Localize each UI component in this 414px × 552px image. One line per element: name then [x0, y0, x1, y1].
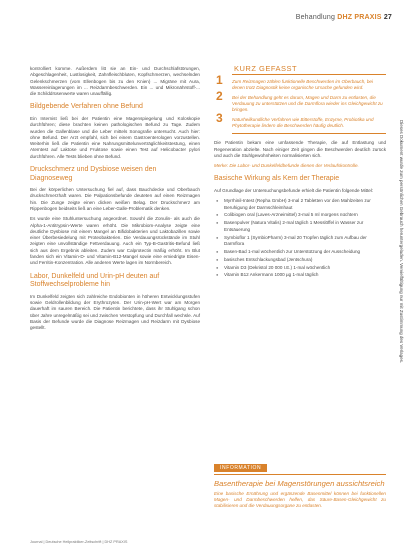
summary-divider	[232, 133, 386, 134]
brand-label: DHZ PRAXIS	[337, 14, 382, 21]
copyright-note: Dieses Dokument wurde zum persönlichen Gebrauch heruntergeladen. Vervielfältigung nur mit Zustimmung des Verlages.	[399, 120, 404, 364]
page-footer: Journal | Deutsche Heilpraktiker-Zeitschrift | DHZ PRAXIS	[30, 540, 128, 544]
summary-number: 1	[216, 73, 223, 88]
paragraph: Auf Grundlage der Untersuchungsbefunde erhielt die Patientin folgende Mittel:	[214, 187, 374, 193]
summary-item	[214, 89, 386, 113]
note-text: Merke: Die Labor- und Dunkelfeldbefunde dienen der Verlaufskontrolle.	[214, 163, 359, 169]
summary-item	[214, 111, 386, 129]
summary-title: KURZ GEFASST	[234, 64, 298, 73]
list-item: ● Myrrhinil-Intest (Repha GmbH) 3-mal 2 Tabletten vor den Mahlzeiten zur Beruhigung der Darmschleimhaut	[224, 198, 386, 211]
page-header	[296, 14, 392, 21]
page-number: 27	[383, 14, 392, 21]
subheading: Bildgebende Verfahren ohne Befund	[30, 103, 143, 111]
paragraph: Es wurde eine Stuhluntersuchung angeordnet. Sowohl die Zonulin- als auch die Alpha-1-Antitrypsin-Werte waren erhöht. Die Mikrobiom-Analyse zeigte eine deutliche Dysbiose mit einem Mangel an Bifidobakterien und Laktobazillen sowie einer Überbesiedelung mit Proteobakterien. Die Verdauungsrückstände im Stuhl zeigten eine unvollständige Fettverdauung. Auch ein Typ-B-Gastritis-Befund ließ sich aus dem Ergebnis ableiten. Zudem war Calprotectin mäßig erhöht. Im Blut fanden sich ein Vitamin-D- und Vitamin-B12-Mangel sowie eine erniedrigte Eisen- und Ferritin-Konzentration. Alle anderen Werte lagen im Normbereich.	[30, 216, 200, 266]
summary-number: 3	[216, 111, 223, 126]
summary-number: 2	[216, 89, 223, 104]
side-note	[394, 120, 404, 490]
section-label: Behandlung	[295, 14, 336, 21]
info-text: Eine basische Ernährung und ergänzende Basenmittel können bei funktionellen Magen- und Darmbeschwerden helfen, das Säure-Basen-Gleichgewicht zu stabilisieren und die Verdauungsorgane zu entlasten.	[214, 491, 386, 509]
list-item: ● Vitamin B12 Ankermann 1000 µg 1-mal täglich	[224, 272, 386, 278]
list-item: ● Basenpulver (Natura Vitalis) 2-mal täglich 1 Messlöffel in Wasser zur Entsäuerung	[224, 220, 386, 233]
paragraph: Die Patientin bekam eine umfassende Therapie, die auf Entlastung und Regeneration abzielte. Nach einiger Zeit gingen die Beschwerden deutlich zurück und auch die Stuhlgewohnheiten normalisierten sich.	[214, 140, 386, 158]
info-tag: INFORMATION	[214, 464, 267, 472]
summary-text: Naturheilkundliche Verfahren wie Bitterstoffe, Enzyme, Probiotika und Phytotherapie lindern die Beschwerden häufig deutlich.	[232, 117, 374, 129]
list-item: ● basisches Entschlackungsbad (Jentschura)	[224, 257, 386, 263]
summary-item	[214, 73, 386, 91]
list-item: ● Basen-Bad 1-mal wöchentlich zur Unterstützung der Ausscheidung	[224, 249, 386, 255]
info-divider	[214, 474, 386, 475]
remedy-list	[214, 198, 386, 278]
info-box	[214, 456, 386, 510]
left-column	[30, 66, 200, 335]
paragraph: Im Dunkelfeld zeigten sich zahlreiche Endobionten in höheren Entwicklungsstufen sowie Geldrollenbildung der Erythrozyten. Der Urin-pH-Wert war am Morgen dauerhaft im sauren Bereich. Die Patientin berichtete, dass ihr Stuhlgang schon über Jahre unregelmäßig sei und zwischen Verstopfung und Durchfall wechsle. Auf Basis der Befunde wurde die Diagnose Reizmagen und Reizdarm mit Dysbiose gestellt.	[30, 293, 200, 331]
subheading: Basische Wirkung als Kern der Therapie	[214, 175, 340, 183]
list-item: ● Vitamin D3 (Dekristol 20 000 I.E.) 1-mal wöchentlich	[224, 265, 386, 271]
summary-divider	[232, 74, 386, 75]
list-item: ● Symbioflor 1 (SymbioPharm) 3-mal 20 Tropfen täglich zum Aufbau der Darmflora	[224, 235, 386, 248]
subheading: Labor, Dunkelfeld und Urin-pH deuten auf Stoffwechselprobleme hin	[30, 272, 160, 289]
paragraph: kontrolliert komme. Außerdem litt sie an Ein- und Durchschlafstörungen, Abgeschlagenheit, Lustlosigkeit, Zahnfleischbluten, Kopfschmerzen, wechselnden Gelenkschmerzen (vom Ellenbogen bis zu den Knien) ... Migräne mit Aura, Wassereinlagerungen im ... Reizdarmbeschwerden. Ein ... und Mikronährstoff-... die Schilddrüsenwerte waren unauffällig.	[30, 66, 200, 97]
info-title: Basentherapie bei Magenstörungen aussichtsreich	[214, 479, 385, 488]
subheading: Druckschmerz und Dysbiose weisen den Diagnoseweg	[30, 166, 157, 182]
paragraph: Bei der körperlichen Untersuchung fiel auf, dass Bauchdecke und Oberbauch druckschmerzhaft waren. Die Palpationsbefunde deuteten auf einen Reizmagen hin. Die Zunge zeigte einen dicken weißen Belag. Der Druckschmerz am Rippenbogen beidseits ließ an eine Leber-Galle-Problematik denken.	[30, 187, 200, 211]
right-column	[214, 66, 386, 283]
paragraph: Ein Internist ließ bei der Patientin eine Magenspiegelung und Koloskopie durchführen; diese brachten keinen pathologischen Befund zu Tage. Zudem wurden die Gallenblase und die Leber mittels Sonografie untersucht. Auch hier: ohne Befund. Der Arzt empfahl, sich bei einem Gastroenterologen vorzustellen. Weiterhin ließ die Patientin eine Nahrungsmittelunverträglichkeitstestung, einen Atemtest auf Laktose und Fruktose sowie einen Test auf Helicobacter pylori durchführen. Alle Tests blieben ohne Befund.	[30, 115, 200, 159]
summary-text: Bei der Behandlung geht es darum, Magen und Darm zu entlasten, die Verdauung zu unterstützen und die Darmflora wieder ins Gleichgewicht zu bringen.	[232, 95, 383, 113]
list-item: ● Colibiogen oral (Laves-Arzneimittel) 3-mal 5 ml morgens nüchtern	[224, 212, 386, 218]
summary-text: Zum Reizmagen zählen funktionelle Beschwerden im Oberbauch, bei denen trotz Diagnostik keine organische Ursache gefunden wird.	[232, 79, 373, 91]
